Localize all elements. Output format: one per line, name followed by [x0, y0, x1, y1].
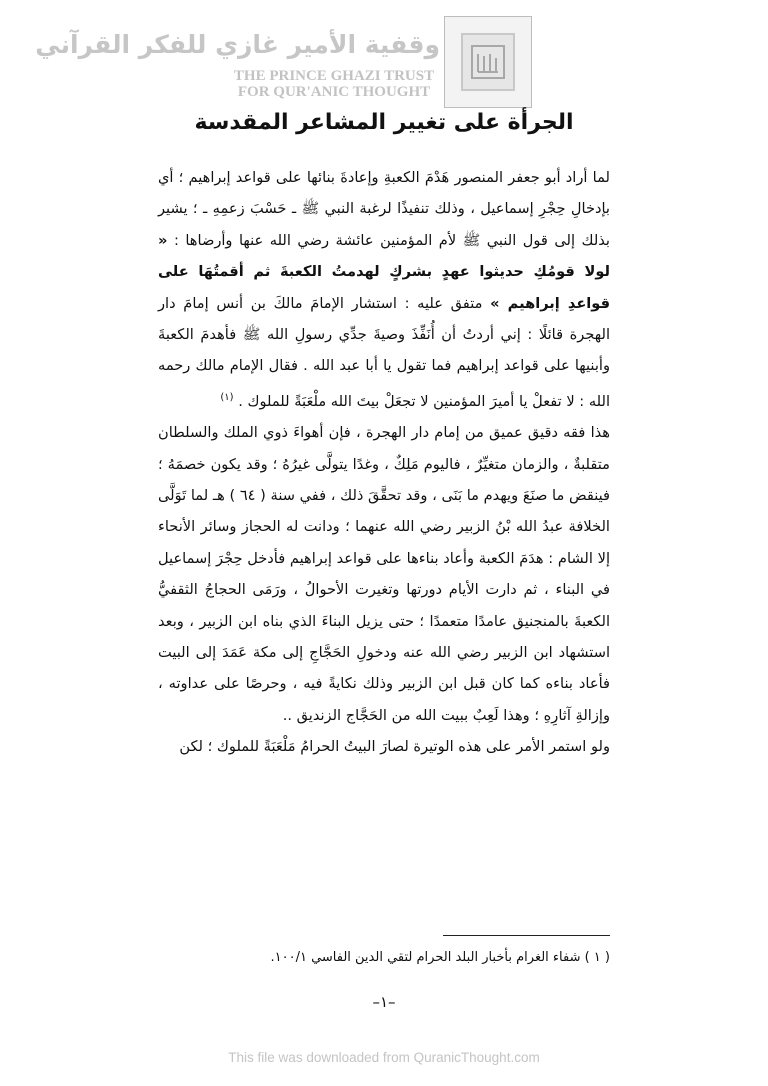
trust-name-arabic: وقفية الأمير غازي للفكر القرآني [35, 30, 440, 59]
paragraph-3: ولو استمر الأمر على هذه الوتيرة لصارَ البيتُ الحرامُ مَلْعَبَةً للملوك ؛ لكن [179, 738, 610, 756]
paragraph-2: هذا فقه دقيق عميق من إمام دار الهجرة ، فإن أهواءَ ذوي الملك والسلطان متقلبةٌ ، والزمان متغيِّرٌ ، فاليوم مَلِكٌ ، وغدًا يتولَّى غيرُهُ ؛ وقد يكون خصمَهُ ؛ فينقض ما صنَعَ ويهدم ما بَنَى ، وقد تحقَّقَ ذلك ، ففي سنة ( ٦٤ ) هـ لما تَوَلَّى الخلافة عبدُ الله بْنُ الزبير رضي الله عنهما ؛ ودانت له الحجاز وسائر الأنحاء إلا الشام : هدَمَ الكعبة وأعاد بناءها على قواعد إبراهيم فأدخل حِجْرَ إسماعيل في البناء ، ثم دارت الأيام دورتها وتغيرت الأحوالُ ، ورَمَى الحجاجُ الثقفيُّ الكعبةَ بالمنجنيق عامدًا متعمدًا ؛ حتى يزيل البناءَ الذي بناه ابن الزبير ، وبعد استشهاد ابن الزبير رضي الله عنه ودخولِ الحَجَّاجِ إلى مكة عَمَدَ إلى البيت فأعاد بناءه كما كان قبل ابن الزبير وذلك نكايةً فيه ، وحرصًا على عداوته ، وإزالةِ آثارِهِ ؛ وهذا لَعِبٌ ببيت الله من الحَجَّاج الزنديق .. [158, 424, 610, 724]
paragraph-1-intro: لما أراد أبو جعفر المنصور هَدْمَ الكعبةِ وإعادةَ بنائها على قواعد إبراهيم ؛ أي بإدخالِ حِجْرِ إسماعيل ، وذلك تنفيذًا لرغبة النبي ﷺ ـ حَسْبَ زعمِهِ ـ ؛ يشير بذلك إلى قول النبي ﷺ لأم المؤمنين عائشة رضي الله عنها وأرضاها : [158, 169, 610, 249]
trust-logo [444, 16, 532, 108]
footnote-divider [443, 935, 610, 936]
page-title: الجرأة على تغيير المشاعر المقدسة [194, 110, 574, 135]
footnote: ( ١ ) شفاء الغرام بأخبار البلد الحرام لتقي الدين الفاسي ١٠٠/١. [270, 950, 610, 965]
trust-name-english-line2: FOR QUR'ANIC THOUGHT [237, 84, 431, 100]
paragraph-1 [158, 162, 610, 417]
trust-name-english-line1: THE PRINCE GHAZI TRUST [233, 68, 435, 84]
paragraph-1-rest: متفق عليه : استشار الإمامَ مالكَ بن أنس إمامَ دار الهجرة قائلًا : إني أردتُ أن أُنَفِّذَ وصيةَ جدِّي رسولِ الله ﷺ فأهدمَ الكعبةَ وأبنيها على قواعد إبراهيم فما تقول يا أبا عبد الله . فقال الإمام مالك رحمه الله : لا تفعلْ يا أميرَ المؤمنين لا تجعَلْ بيتَ الله ملْعَبَةً للملوك . [158, 294, 610, 410]
hadith-quote: « لولا قومُكِ حديثوا عهدٍ بشركٍ لهدمتُ الكعبةَ ثم أقمتُهَا على قواعدِ إبراهيم » [158, 231, 611, 312]
download-watermark: This file was downloaded from QuranicThought.com [228, 1050, 540, 1065]
footnote-reference: (١) [220, 391, 234, 403]
page-number: –١– [372, 993, 396, 1011]
trust-name-english [228, 68, 440, 100]
calligraphy-emblem-icon [461, 33, 515, 91]
document-body [158, 162, 610, 763]
page-header [0, 8, 768, 108]
